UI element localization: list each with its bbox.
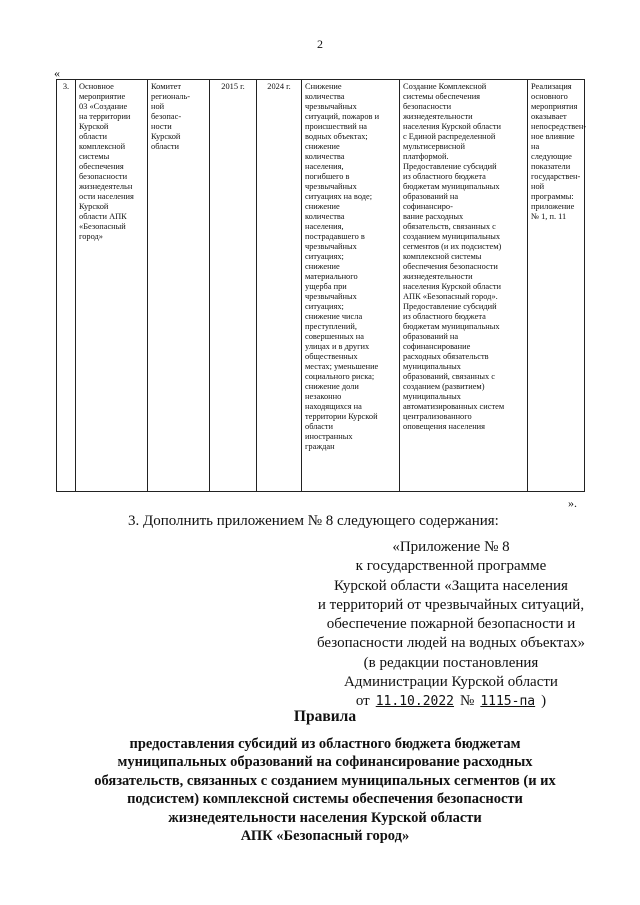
appendix-line: обеспечение пожарной безопасности и (326, 616, 576, 633)
appendix-line: «Приложение № 8 (392, 539, 510, 555)
measures-table (56, 79, 585, 492)
rules-title-line: муниципальных образований на софинансирование расходных (117, 754, 533, 770)
appendix-line: и территорий от чрезвычайных ситуаций, (317, 596, 585, 613)
date-suffix: ) (541, 693, 547, 710)
rules-title (90, 708, 560, 846)
resolution-date: 11.10.2022 (375, 694, 455, 710)
rules-title-line: предоставления субсидий из областного бюджета бюджетам (129, 735, 521, 752)
appendix-line: (в редакции постановления (363, 654, 539, 671)
appendix-line: Курской области «Защита населения (334, 577, 568, 594)
resolution-number: 1115-па (480, 694, 536, 710)
rules-title-line: подсистем) комплексной системы обеспечения безопасности (127, 791, 523, 807)
rules-title-line: жизнедеятельности населения Курской области (168, 809, 482, 826)
table-row (57, 80, 585, 492)
appendix-header (300, 538, 602, 712)
directions-cell: Создание Комплексной системы обеспечения безопасности жизнедеятельности населения Курской области с Единой распределенной мультисервисной платформой. Предоставление субсидий из областного бюджета бюджетам муниципальных образований на софинансиро- вание расходных обязательств, связанных с созданием муниципальных сегментов (и их подсистем) комплексной системы обеспечения безопасности жизнедеятельности населения Курской области АПК «Безопасный город». Предоставление субсидий из областного бюджета бюджетам муниципальных образований на софинансирование расходных обязательств муниципальных образований, связанных с созданием (развитием) муниципальных автоматизированных систем централизованного оповещения населения (400, 80, 528, 492)
number-prefix: № (460, 693, 475, 710)
appendix-line: Администрации Курской области (344, 674, 558, 691)
opening-quote: « (54, 66, 60, 80)
date-prefix: от (355, 693, 370, 710)
rules-title-line: АПК «Безопасный город» (240, 828, 410, 844)
indicator-link-cell: Реализация основного мероприятия оказывает непосредствен- ное влияние на следующие показатели государствен- ной программы: приложение № 1, п. 11 (528, 80, 585, 492)
item-3-paragraph: 3. Дополнить приложением № 8 следующего содержания: (128, 513, 499, 529)
measure-name-cell: Основное мероприятие 03 «Создание на территории Курской области комплексной системы обеспечения безопасности жизнедеятельн ости населения Курской области АПК «Безопасный город» (76, 80, 148, 492)
page-number: 2 (317, 37, 323, 51)
closing-quote: ». (568, 496, 577, 510)
rules-heading: Правила (293, 708, 357, 725)
row-number-cell: 3. (57, 80, 76, 492)
rules-title-line: обязательств, связанных с созданием муниципальных сегментов (и их (94, 772, 556, 789)
executor-cell: Комитет региональ- ной безопас- ности Курской области (148, 80, 210, 492)
appendix-line: к государственной программе (355, 558, 547, 575)
end-year-cell: 2024 г. (257, 80, 302, 492)
expected-result-cell: Снижение количества чрезвычайных ситуаций, пожаров и происшествий на водных объектах; снижение количества населения, погибшего в чрезвычайных ситуациях на воде; снижение количества населения, пострадавшего в чрезвычайных ситуациях; снижение материального ущерба при чрезвычайных ситуациях; снижение числа преступлений, совершенных на улицах и в других общественных местах; уменьшение социального риска; снижение доли незаконно находящихся на территории Курской области иностранных граждан (302, 80, 400, 492)
start-year-cell: 2015 г. (210, 80, 257, 492)
appendix-line: безопасности людей на водных объектах» (317, 635, 585, 652)
